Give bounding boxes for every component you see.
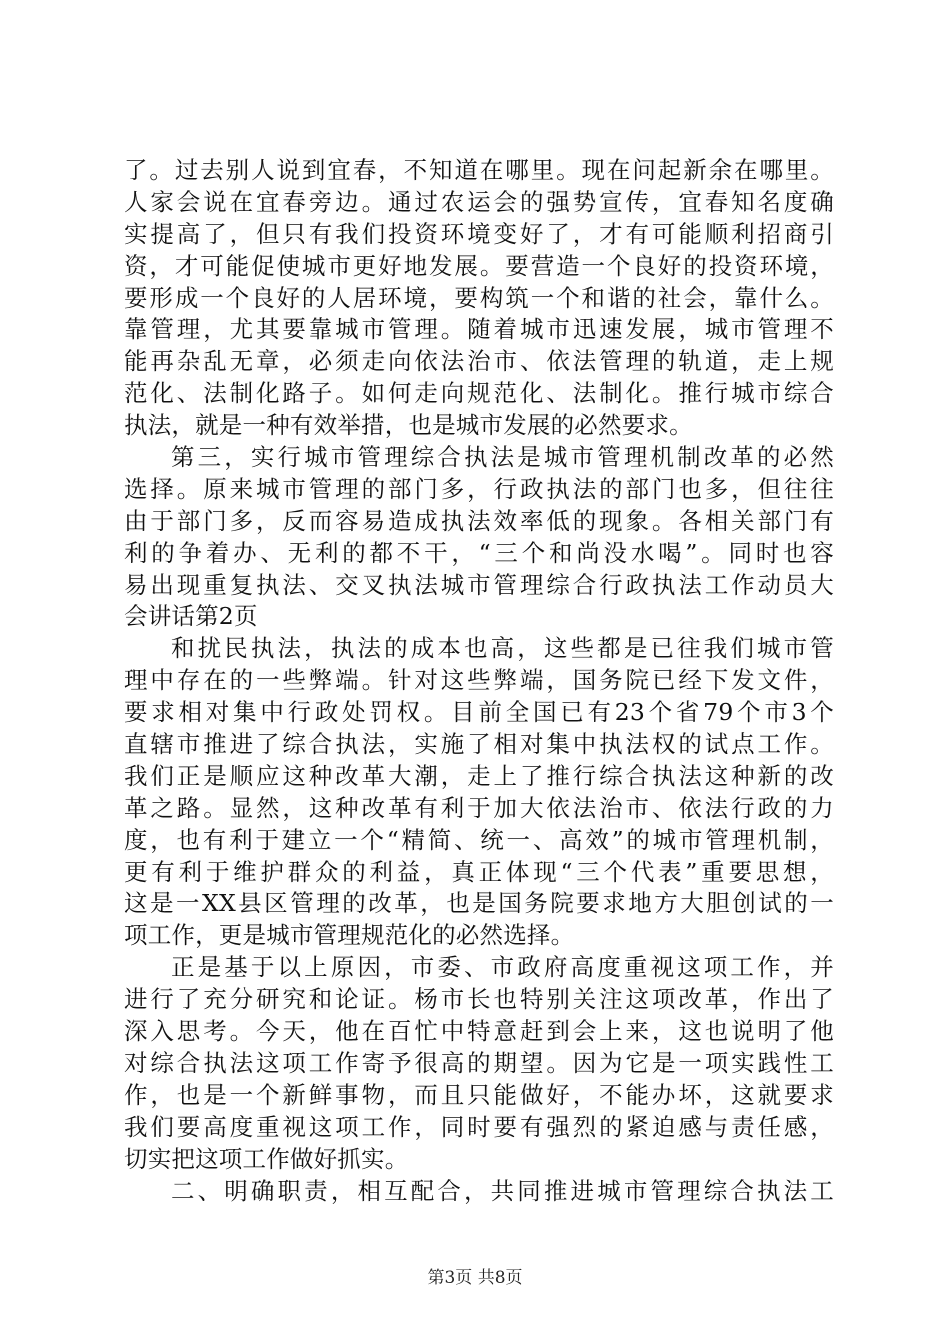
text-line: 了。过去别人说到宜春，不知道在哪里。现在问起新余在哪里。 bbox=[124, 156, 834, 184]
text-line: 和扰民执法，执法的成本也高，这些都是已往我们城市管 bbox=[171, 634, 834, 663]
page-number-footer: 第3页 共8页 bbox=[427, 1268, 523, 1288]
text-line: 革之路。显然，这种改革有利于加大依法治市、依法行政的力 bbox=[124, 793, 834, 822]
text-line: 资，才可能促使城市更好地发展。要营造一个良好的投资环境， bbox=[124, 251, 834, 280]
text-line: 要求相对集中行政处罚权。目前全国已有23个省79个市3个 bbox=[124, 698, 834, 727]
text-line: 选择。原来城市管理的部门多，行政执法的部门也多，但往往 bbox=[124, 474, 834, 503]
text-line: 要形成一个良好的人居环境，要构筑一个和谐的社会，靠什么。 bbox=[124, 283, 834, 312]
text-line: 直辖市推进了综合执法，实施了相对集中执法权的试点工作。 bbox=[124, 730, 834, 759]
text-line: 作，也是一个新鲜事物，而且只能做好，不能办坏，这就要求 bbox=[124, 1080, 834, 1109]
text-line: 我们要高度重视这项工作，同时要有强烈的紧迫感与责任感， bbox=[124, 1112, 834, 1141]
text-line: 人家会说在宜春旁边。通过农运会的强势宣传，宜春知名度确 bbox=[124, 187, 834, 216]
text-line: 项工作，更是城市管理规范化的必然选择。 bbox=[124, 921, 575, 950]
text-line: 由于部门多，反而容易造成执法效率低的现象。各相关部门有 bbox=[124, 506, 834, 535]
text-line: 易出现重复执法、交叉执法城市管理综合行政执法工作动员大 bbox=[124, 570, 834, 599]
text-line: 能再杂乱无章，必须走向依法治市、依法管理的轨道，走上规 bbox=[124, 347, 834, 376]
text-line: 深入思考。今天，他在百忙中特意赶到会上来，这也说明了他 bbox=[124, 1017, 834, 1046]
body-text bbox=[124, 155, 834, 1207]
text-line: 第三，实行城市管理综合执法是城市管理机制改革的必然 bbox=[171, 443, 834, 472]
text-line: 范化、法制化路子。如何走向规范化、法制化。推行城市综合 bbox=[124, 379, 834, 408]
text-line: 执法，就是一种有效举措，也是城市发展的必然要求。 bbox=[124, 411, 693, 440]
text-line: 对综合执法这项工作寄予很高的期望。因为它是一项实践性工 bbox=[124, 1048, 834, 1077]
text-line: 会讲话第2页 bbox=[124, 602, 258, 631]
text-line: 进行了充分研究和论证。杨市长也特别关注这项改革，作出了 bbox=[124, 985, 834, 1014]
text-line: 靠管理，尤其要靠城市管理。随着城市迅速发展，城市管理不 bbox=[124, 315, 834, 344]
text-line: 我们正是顺应这种改革大潮，走上了推行综合执法这种新的改 bbox=[124, 761, 834, 790]
text-line: 更有利于维护群众的利益，真正体现“三个代表”重要思想， bbox=[124, 857, 834, 886]
text-line: 这是一XX县区管理的改革，也是国务院要求地方大胆创试的一 bbox=[124, 889, 834, 918]
text-line: 切实把这项工作做好抓实。 bbox=[124, 1144, 409, 1173]
text-line: 实提高了，但只有我们投资环境变好了，才有可能顺利招商引 bbox=[124, 219, 834, 248]
text-line: 度，也有利于建立一个“精简、统一、高效”的城市管理机制， bbox=[124, 825, 834, 854]
text-line: 理中存在的一些弊端。针对这些弊端，国务院已经下发文件， bbox=[124, 666, 834, 695]
text-line: 二、明确职责，相互配合，共同推进城市管理综合执法工 bbox=[171, 1176, 834, 1205]
text-line: 正是基于以上原因，市委、市政府高度重视这项工作，并 bbox=[171, 953, 834, 982]
text-line: 利的争着办、无利的都不干，“三个和尚没水喝”。同时也容 bbox=[124, 538, 834, 567]
